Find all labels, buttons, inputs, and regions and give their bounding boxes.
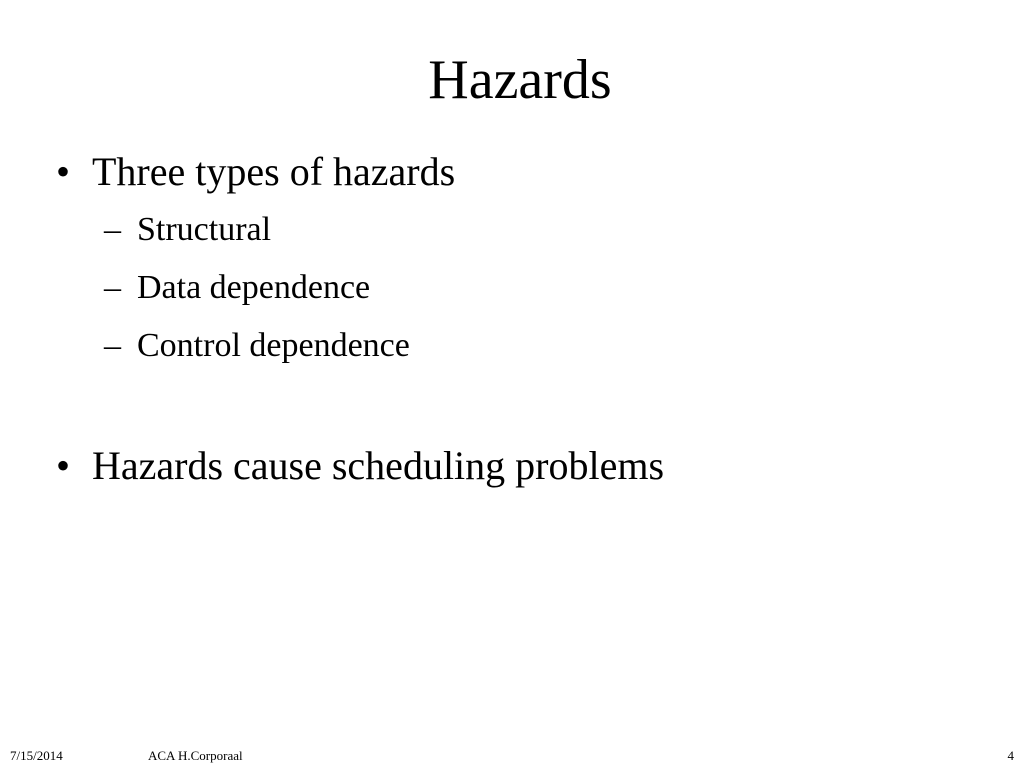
footer-date: 7/15/2014: [10, 748, 63, 763]
sub-bullet-item: [104, 208, 904, 266]
footer-page-number: 4: [1007, 748, 1014, 763]
bullet-text: Three types of hazards: [92, 149, 456, 194]
bullet-item: [56, 146, 956, 364]
bullet-marker: •: [56, 443, 71, 488]
footer-author: ACA H.Corporaal: [148, 748, 243, 763]
sub-bullet-list: [104, 208, 904, 382]
sub-bullet-dash: –: [104, 269, 121, 306]
sub-bullet-dash: –: [104, 211, 121, 248]
sub-bullet-item: [104, 266, 904, 324]
sub-bullet-dash: –: [104, 327, 121, 364]
sub-bullet-text: Data dependence: [137, 269, 371, 306]
bullet-text: Hazards cause scheduling problems: [92, 443, 665, 488]
slide-title: Hazards: [428, 49, 612, 111]
bullet-item: [56, 440, 956, 492]
sub-bullet-text: Structural: [137, 211, 272, 248]
sub-bullet-item: [104, 324, 904, 382]
bullet-marker: •: [56, 149, 71, 194]
sub-bullet-text: Control dependence: [137, 327, 410, 364]
